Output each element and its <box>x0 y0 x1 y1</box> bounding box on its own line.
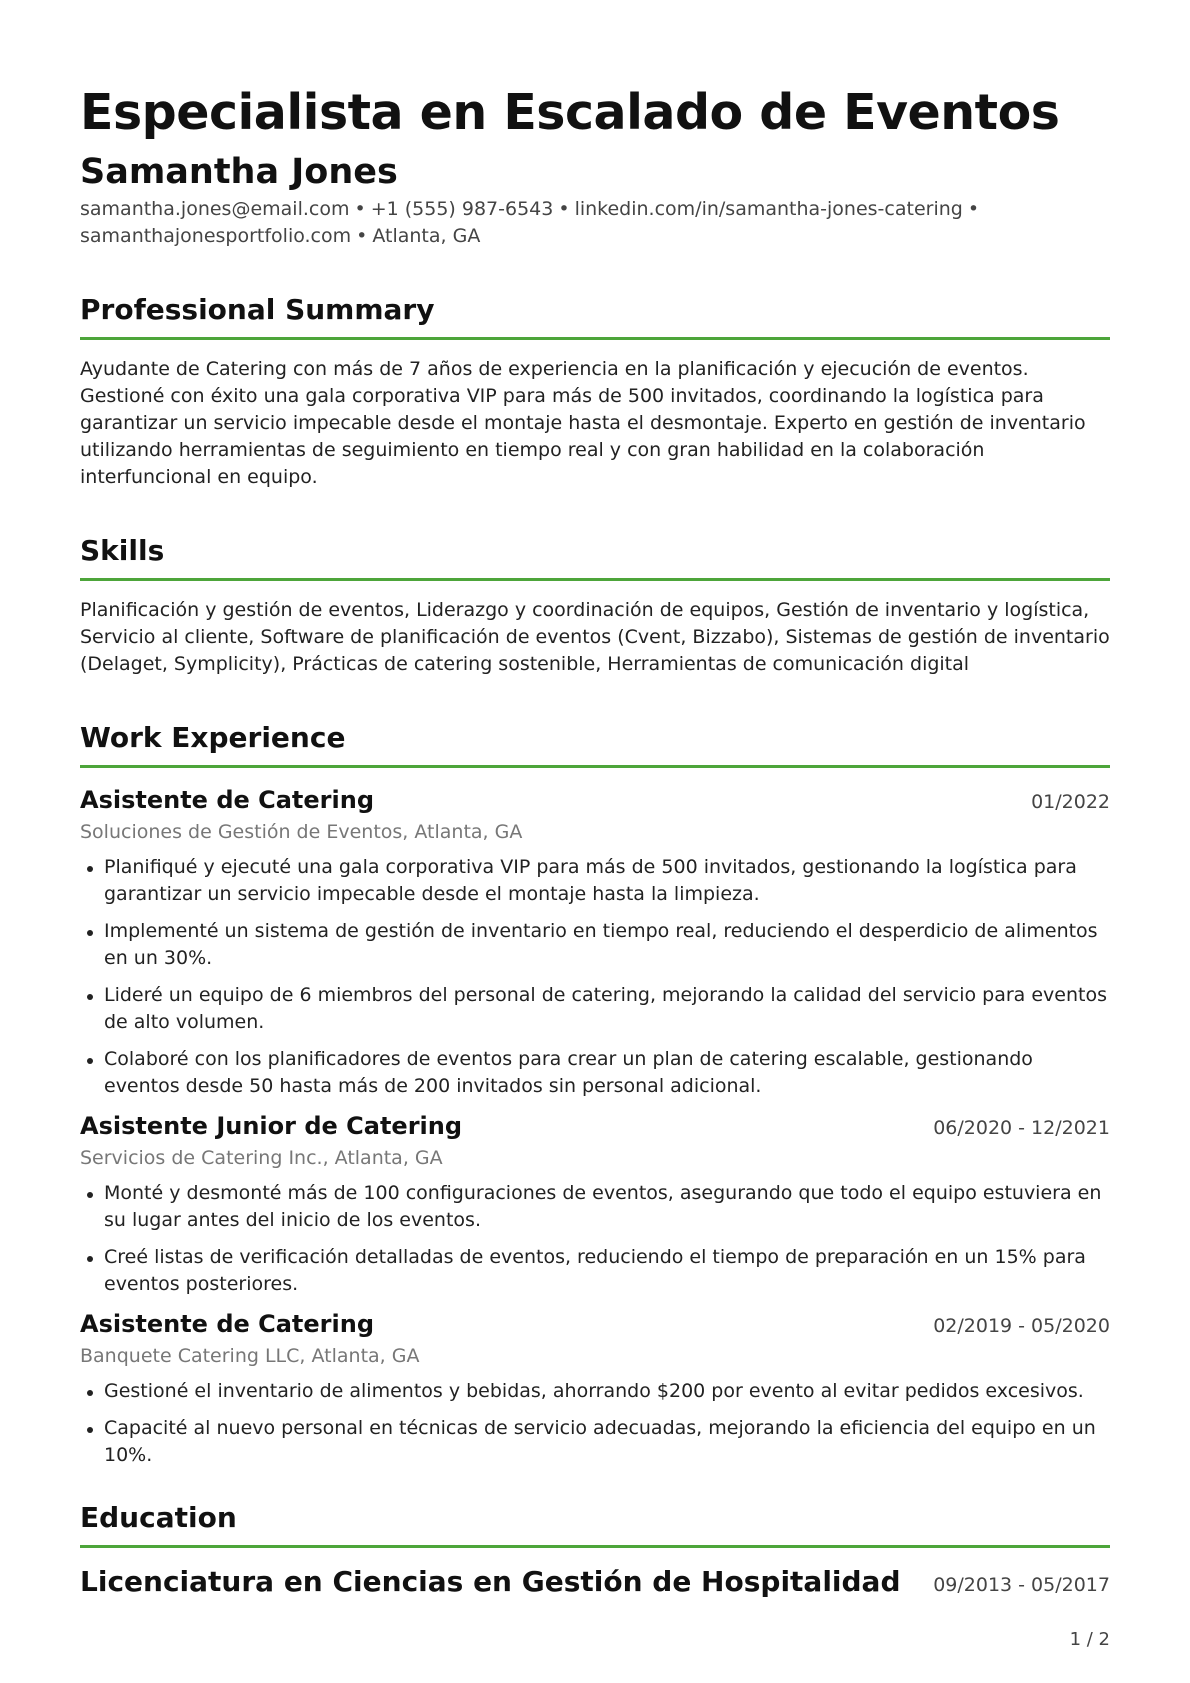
candidate-name: Samantha Jones <box>80 152 398 192</box>
section-heading-experience: Work Experience <box>80 721 346 754</box>
experience-bullets <box>80 1180 1110 1298</box>
experience-organization: Soluciones de Gestión de Eventos, Atlanta, GA <box>80 821 523 843</box>
summary-text: Ayudante de Catering con más de 7 años de experiencia en la planificación y ejecución de eventos. Gestioné con éxito una gala corporativa VIP para más de 500 invitados, coordinando la logística para garantizar un servicio impecable desde el montaje hasta el desmontaje. Experto en gestión de inventario utilizando herramientas de seguimiento en tiempo real y con gran habilidad en la colaboración interfuncional en equipo. <box>80 358 1086 488</box>
bullet-text: Lideré un equipo de 6 miembros del personal de catering, mejorando la calidad del servicio para eventos de alto volumen. <box>104 984 1107 1033</box>
list-item <box>80 982 1110 1036</box>
education-section <box>80 1499 1110 1600</box>
experience-title: Asistente de Catering <box>80 1310 375 1338</box>
education-date: 09/2013 - 05/2017 <box>933 1574 1110 1596</box>
bullet-text: Capacité al nuevo personal en técnicas de servicio adecuadas, mejorando la eficiencia del equipo en un 10%. <box>104 1417 1096 1466</box>
summary-section <box>80 291 1110 491</box>
section-heading-skills: Skills <box>80 534 165 567</box>
education-degree: Licenciatura en Ciencias en Gestión de Hospitalidad <box>80 1565 901 1598</box>
contact-separator: • <box>354 198 366 220</box>
contact-line <box>80 196 1110 250</box>
bullet-icon <box>87 994 93 1000</box>
bullet-icon <box>87 1256 93 1262</box>
contact-location: Atlanta, GA <box>372 225 481 247</box>
list-item <box>80 918 1110 972</box>
bullet-icon <box>87 1192 93 1198</box>
bullet-text: Colaboré con los planificadores de eventos para crear un plan de catering escalable, gestionando eventos desde 50 hasta más de 200 invitados sin personal adicional. <box>104 1048 1033 1097</box>
bullet-text: Monté y desmonté más de 100 configuraciones de eventos, asegurando que todo el equipo estuviera en su lugar antes del inicio de los eventos. <box>104 1182 1102 1231</box>
list-item <box>80 1378 1110 1405</box>
bullet-text: Implementé un sistema de gestión de inventario en tiempo real, reduciendo el desperdicio de alimentos en un 30%. <box>104 920 1098 969</box>
experience-entry <box>80 784 1110 1100</box>
experience-section <box>80 719 1110 1469</box>
section-heading-education: Education <box>80 1501 237 1534</box>
contact-separator: • <box>967 198 980 220</box>
list-item <box>80 1046 1110 1100</box>
section-divider <box>80 337 1110 340</box>
experience-date: 06/2020 - 12/2021 <box>933 1117 1110 1139</box>
resume-page <box>80 80 1110 1600</box>
bullet-text: Planifiqué y ejecuté una gala corporativa VIP para más de 500 invitados, gestionando la logística para garantizar un servicio impecable desde el montaje hasta la limpieza. <box>104 856 1077 905</box>
page-number: 1 / 2 <box>1069 1629 1110 1650</box>
experience-bullets <box>80 1378 1110 1469</box>
section-divider <box>80 1545 1110 1548</box>
experience-bullets <box>80 854 1110 1100</box>
bullet-icon <box>87 930 93 936</box>
experience-organization: Servicios de Catering Inc., Atlanta, GA <box>80 1147 443 1169</box>
contact-separator: • <box>558 198 570 220</box>
contact-phone: +1 (555) 987-6543 <box>370 198 554 220</box>
experience-entry <box>80 1308 1110 1469</box>
section-divider <box>80 765 1110 768</box>
list-item <box>80 854 1110 908</box>
contact-portfolio: samanthajonesportfolio.com <box>80 225 352 247</box>
bullet-icon <box>87 1427 93 1433</box>
experience-title: Asistente de Catering <box>80 786 375 814</box>
experience-entry <box>80 1110 1110 1298</box>
skills-section <box>80 532 1110 678</box>
list-item <box>80 1415 1110 1469</box>
experience-date: 01/2022 <box>1031 791 1110 813</box>
experience-date: 02/2019 - 05/2020 <box>933 1315 1110 1337</box>
contact-linkedin: linkedin.com/in/samantha-jones-catering <box>574 198 963 220</box>
bullet-icon <box>87 1058 93 1064</box>
job-title: Especialista en Escalado de Eventos <box>80 84 1060 141</box>
bullet-text: Creé listas de verificación detalladas de eventos, reduciendo el tiempo de preparación en un 15% para eventos posteriores. <box>104 1246 1086 1295</box>
bullet-icon <box>87 866 93 872</box>
bullet-text: Gestioné el inventario de alimentos y bebidas, ahorrando $200 por evento al evitar pedidos excesivos. <box>104 1380 1084 1402</box>
skills-text: Planificación y gestión de eventos, Liderazgo y coordinación de equipos, Gestión de inventario y logística, Servicio al cliente, Software de planificación de eventos (Cvent, Bizzabo), Sistemas de gestión de inventario (Delaget, Symplicity), Prácticas de catering sostenible, Herramientas de comunicación digital <box>80 599 1110 675</box>
experience-title: Asistente Junior de Catering <box>80 1112 463 1140</box>
list-item <box>80 1180 1110 1234</box>
education-entry <box>80 1564 1110 1600</box>
list-item <box>80 1244 1110 1298</box>
section-heading-summary: Professional Summary <box>80 293 435 326</box>
section-divider <box>80 578 1110 581</box>
experience-organization: Banquete Catering LLC, Atlanta, GA <box>80 1345 420 1367</box>
bullet-icon <box>87 1390 93 1396</box>
contact-separator: • <box>356 225 368 247</box>
contact-email: samantha.jones@email.com <box>80 198 350 220</box>
